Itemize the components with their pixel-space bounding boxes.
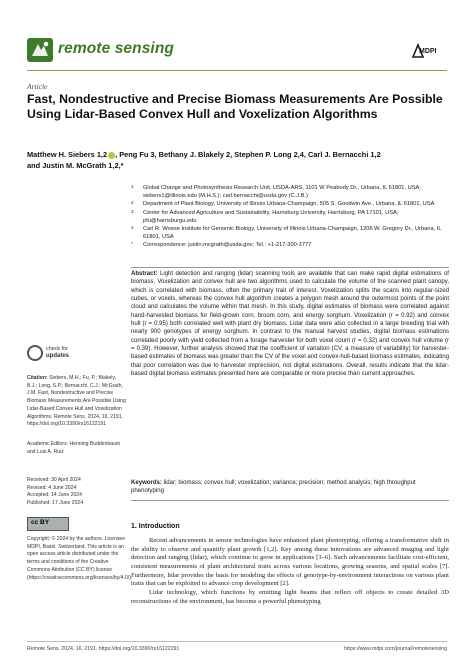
keywords	[131, 479, 449, 496]
journal-logo-icon	[27, 38, 53, 62]
intro-paragraph-1: Recent advancements in sensor technologies have enhanced plant phenotyping, offering a transformative shift in the ability to observe and quantify plant growth [1,2]. Key among these innovations are advanced imaging and light detection and ranging (lidar), which continue to grow in applications [3–6]. Such advancements facilitate cost-efficient, consistent measurements of plant architectural traits across various locations, growing seasons, and spatial scales [7]. Furthermore, lidar provides the basis for modeling the effects of genotype-by-environment interactions on various plant traits that can be exploited to advance crop development [2].	[131, 537, 449, 588]
abstract-text: Light detection and ranging (lidar) scanning tools are available that can make rapid digital estimations of biomass. Voxelization and convex hull are two algorithms used to calculate the volume of the scanned plant canopy, which is correlated with biomass, often the primary trait of interest. Voxelization splits the scans into regular-sized cubes, or voxels, whereas the convex hull algorithm creates a polygon mesh around the outermost points of the point cloud and calculates the volume within that mesh. In this study, digital estimates of biomass were correlated against hand-harvested biomass for field-grown corn, broom corn, and energy sorghum. Voxelization (r = 0.92) and convex hull (r = 0.95) both correlated well with plant dry biomass. Lidar data were also collected in a large breeding trial with nearly 900 genotypes of energy sorghum. In contrast to the manual harvest studies, digital biomass estimations correlated poorly with yield collected from a forage harvester for both voxel count (r = 0.32) and convex hull volume (r = 0.39). However, further analysis showed that the coefficient of variation (CV, a measure of variability) for harvester-based estimates of biomass was greater than the CV of the voxel and convex-hull-based biomass estimates, indicating that poor correlation was due to harvester imprecision, not digital estimations. Overall, results indicate that the lidar-based digital biomass estimates presented here are comparable or more precise than current approaches.	[131, 271, 449, 378]
updates-line-2[interactable]: updates	[46, 353, 70, 359]
updates-line-1[interactable]: check for	[46, 346, 68, 352]
citation-label: Citation:	[27, 375, 48, 381]
abstract	[131, 270, 449, 378]
citation-text: Siebers, M.H.; Fu, P.; Blakely, B.J.; Long, S.P.; Bernacchi, C.J.; McGrath, J.M. Fast, Nondestructive and Precise Biomass Measurements Are Possible Using Lidar-Based Convex Hull and Voxelization Algorithms. Remote Sens. 2024, 16, 2191. https://doi.org/10.3390/rs16122191	[27, 375, 126, 428]
keywords-text: lidar; biomass; convex hull; voxelization; variance; precision; method analysis; high throughput phenotyping	[131, 480, 416, 495]
citation-block	[27, 375, 127, 429]
keywords-label: Keywords:	[131, 480, 162, 486]
author-line-1b: , Peng Fu 3, Bethany J. Blakely 2, Stephen P. Long 2,4, Carl J. Bernacchi 1,2	[115, 150, 381, 159]
introduction-body	[131, 537, 449, 606]
affiliation-item: 4 Carl R. Woese Institute for Genomic Biology, University of Illinois Urbana-Champaign, 1206 W. Gregory Dr., Urbana, IL 61801, USA	[131, 225, 442, 241]
footer-citation: Remote Sens. 2024, 16, 2191. https://doi.org/10.3390/rs16122191	[27, 646, 180, 652]
published-date: Published: 17 June 2024	[27, 500, 84, 507]
affiliation-item: 3 Center for Advanced Agriculture and Sustainability, Harrisburg University, Harrisburg, PA 17101, USA; pfu@harrisburgu.edu	[131, 208, 399, 224]
author-list	[27, 149, 452, 171]
footer-journal-link[interactable]: https://www.mdpi.com/journal/remotesensing	[344, 646, 447, 652]
header-divider	[27, 70, 447, 71]
intro-paragraph-2: Lidar technology, which functions by emitting light beams that reflect off objects to create detailed 3D reconstructions of the environment, has become a powerful phenotyping	[131, 588, 449, 605]
check-for-updates-icon[interactable]	[27, 345, 43, 361]
academic-editors: Academic Editors: Henning Buddenbaum and Luis A. Ruiz	[27, 441, 121, 455]
license-text: Copyright: © 2024 by the authors. Licensee MDPI, Basel, Switzerland. This article is an open access article distributed under the terms and conditions of the Creative Commons Attribution (CC BY) license (https://creativecommons.org/licenses/by/4.0/).	[27, 536, 133, 581]
affiliation-item: 2 Department of Plant Biology, University of Illinois Urbana-Champaign, 505 S. Goodwin Ave., Urbana, IL 61801, USA	[131, 200, 435, 208]
publication-dates	[27, 477, 127, 508]
footer-divider	[27, 641, 447, 642]
section-heading: 1. Introduction	[131, 523, 180, 530]
abstract-label: Abstract:	[131, 271, 158, 277]
author-line-2: and Justin M. McGrath 1,2,*	[27, 161, 124, 170]
cc-license-label: cc BY	[31, 519, 50, 526]
publisher-name: MDPI	[419, 48, 437, 55]
abstract-bottom-divider	[131, 500, 449, 501]
received-date: Received: 30 April 2024	[27, 477, 81, 483]
affiliation-item: * Correspondence: justin.mcgrath@usda.gov; Tel.: +1-217-300-3777	[131, 241, 312, 249]
article-type: Article	[27, 82, 48, 91]
accepted-date: Accepted: 14 June 2024	[27, 492, 82, 499]
abstract-top-divider	[131, 267, 449, 268]
revised-date: Revised: 4 June 2024	[27, 484, 77, 491]
paper-title: Fast, Nondestructive and Precise Biomass Measurements Are Possible Using Lidar-Based Convex Hull and Voxelization Algorithms	[27, 92, 443, 121]
journal-name: remote sensing	[58, 40, 174, 57]
affiliation-item: 1 Global Change and Photosynthesis Research Unit, USDA-ARS, 1101 W Peabody Dr., Urbana, IL 61801, USA; siebers1@illinois.edu (M.H.S.); carl.bernacchi@usda.gov (C.J.B.)	[131, 184, 421, 200]
affiliations	[131, 184, 449, 250]
author-line-1: Matthew H. Siebers 1,2	[27, 150, 108, 159]
